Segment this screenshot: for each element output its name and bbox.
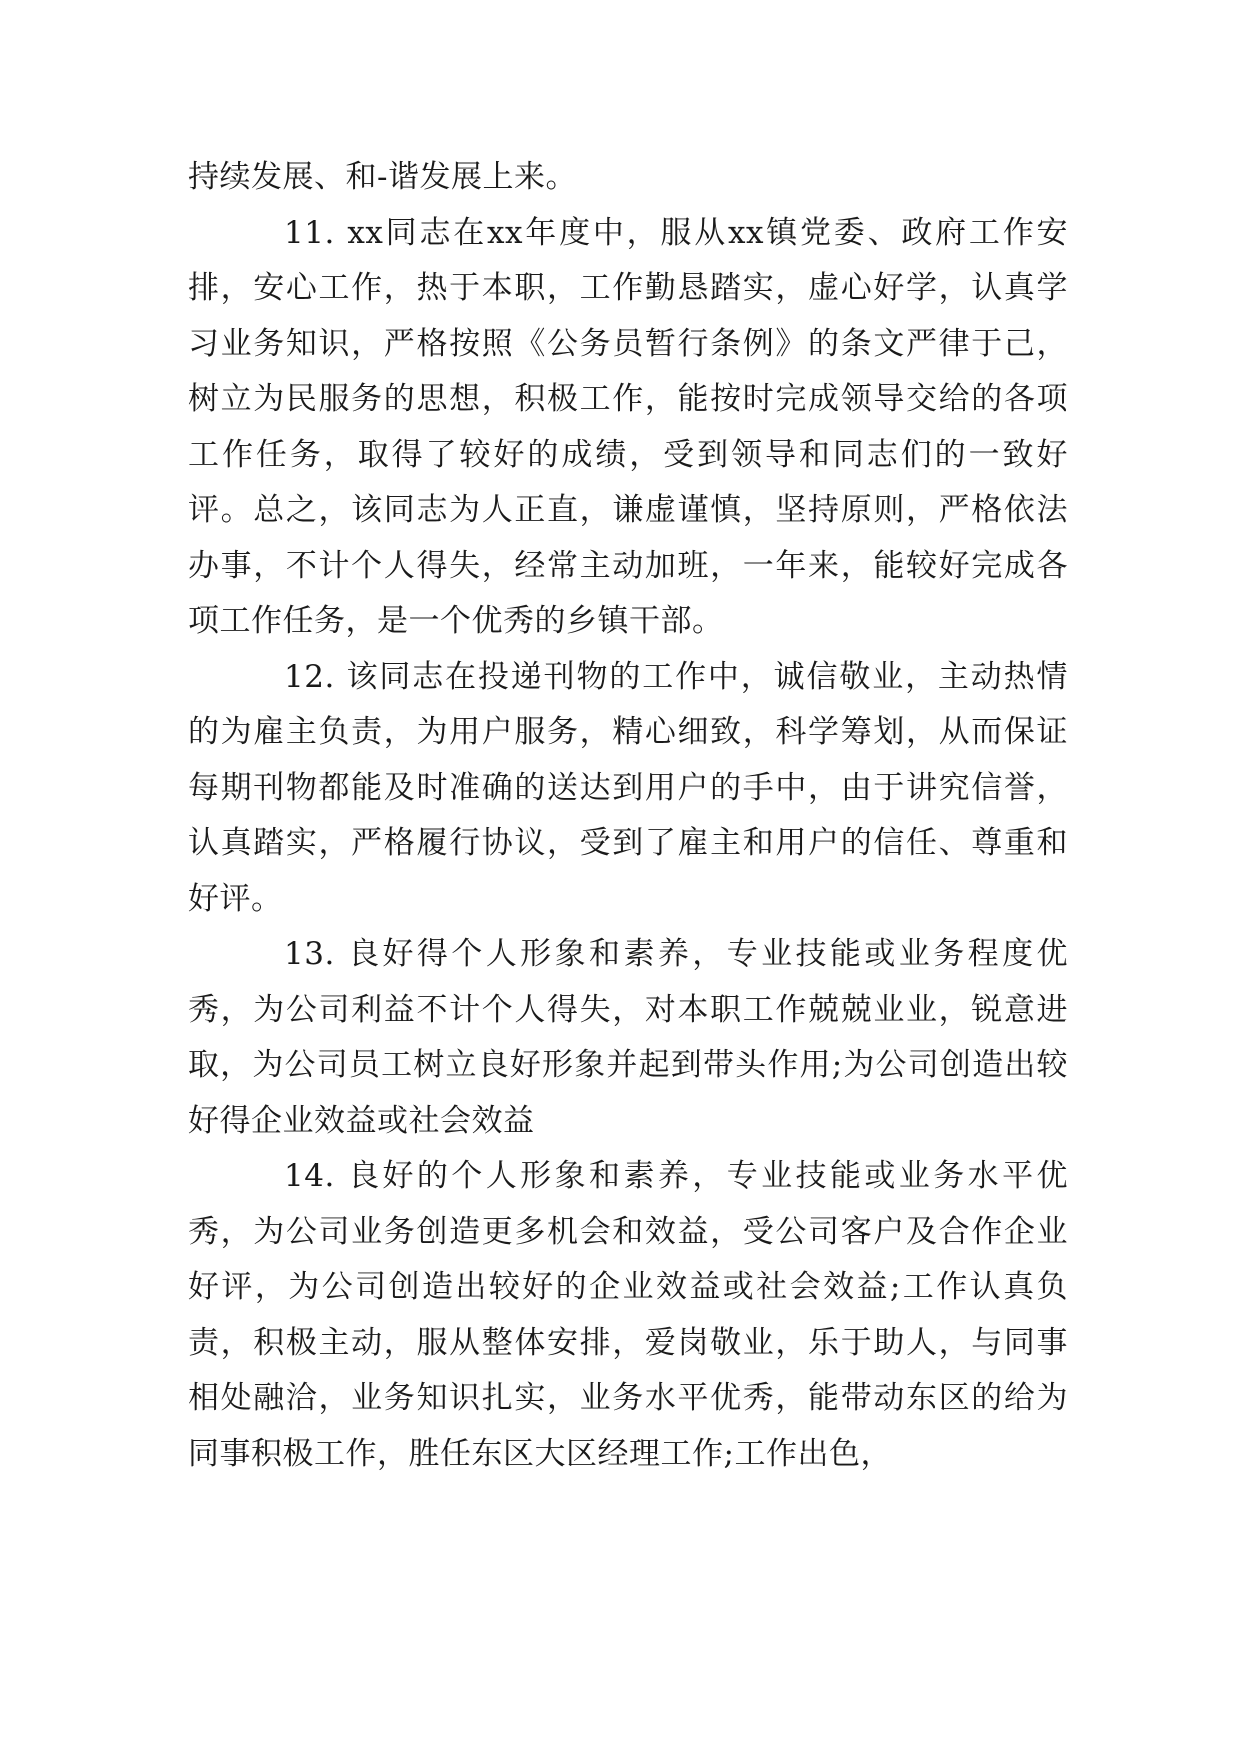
paragraph-item-14: 14. 良好的个人形象和素养，专业技能或业务水平优秀，为公司业务创造更多机会和效益，受公司客户及合作企业好评，为公司创造出较好的企业效益或社会效益;工作认真负责，积极主动，服从整体安排，爱岗敬业，乐于助人，与同事相处融洽，业务知识扎实，业务水平优秀，能带动东区的给为同事积极工作，胜任东区大区经理工作;工作出色， [188,1158,1068,1472]
paragraph-continuation: 持续发展、和-谐发展上来。 [188,159,577,195]
paragraph-item-12: 12. 该同志在投递刊物的工作中，诚信敬业，主动热情的为雇主负责，为用户服务，精心细致，科学筹划，从而保证每期刊物都能及时准确的送达到用户的手中，由于讲究信誉，认真踏实，严格履行协议，受到了雇主和用户的信任、尊重和好评。 [188,658,1068,917]
paragraph-item-11: 11. xx同志在xx年度中，服从xx镇党委、政府工作安排，安心工作，热于本职，工作勤恳踏实，虚心好学，认真学习业务知识，严格按照《公务员暂行条例》的条文严律于己，树立为民服务的思想，积极工作，能按时完成领导交给的各项工作任务，取得了较好的成绩，受到领导和同志们的一致好评。总之，该同志为人正直，谦虚谨慎，坚持原则，严格依法办事，不计个人得失，经常主动加班，一年来，能较好完成各项工作任务，是一个优秀的乡镇干部。 [188,214,1068,639]
paragraph-item-13: 13. 良好得个人形象和素养，专业技能或业务程度优秀，为公司利益不计个人得失，对本职工作兢兢业业，锐意进取，为公司员工树立良好形象并起到带头作用;为公司创造出较好得企业效益或社会效益 [188,936,1068,1139]
document-body [188,150,1068,1482]
